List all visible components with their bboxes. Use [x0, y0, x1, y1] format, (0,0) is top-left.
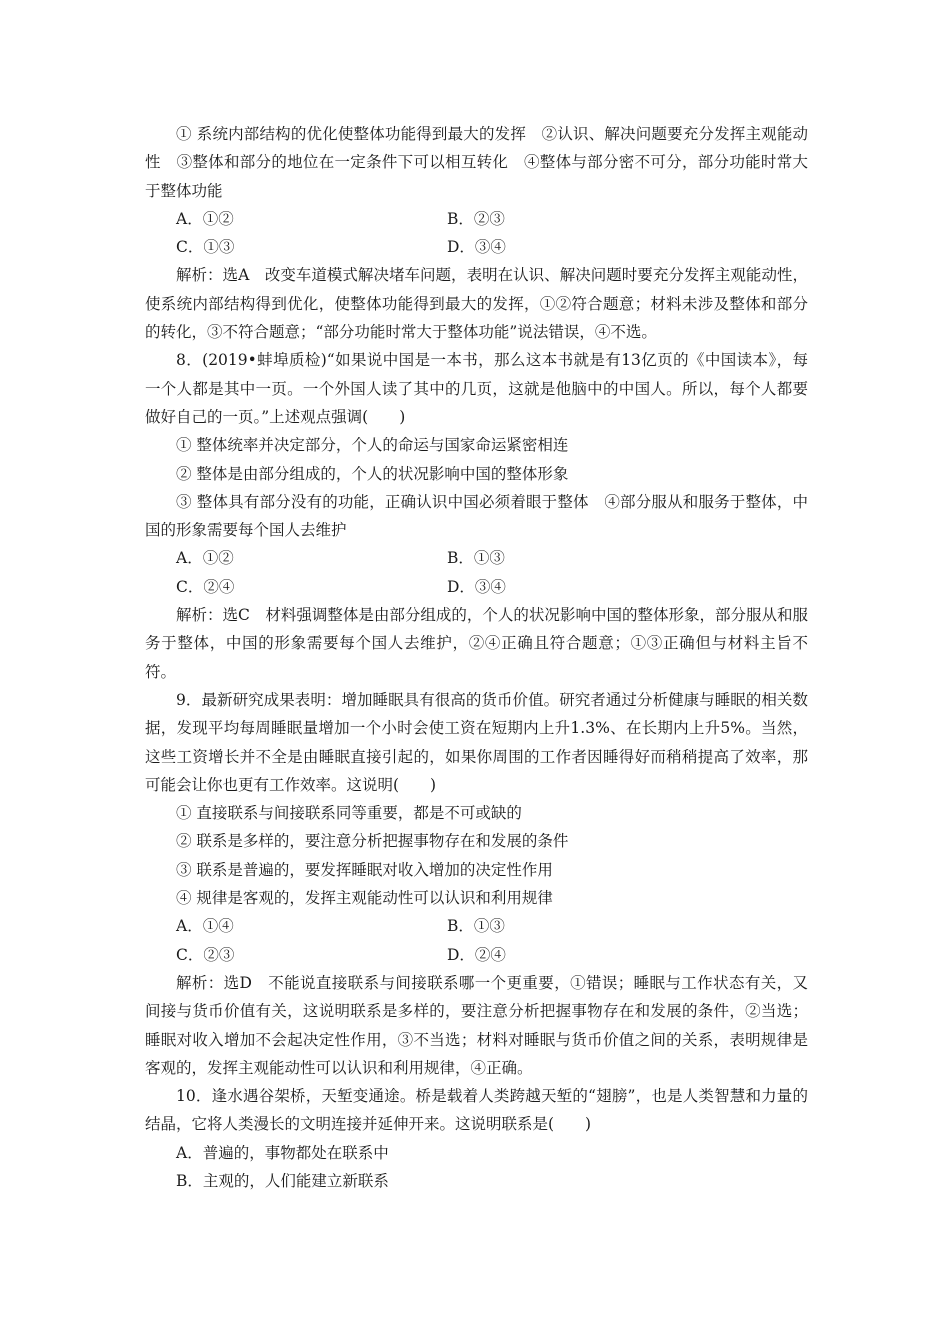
- document-body: [145, 120, 808, 1195]
- q9-statement-2: ② 联系是多样的，要注意分析把握事物存在和发展的条件: [176, 832, 569, 851]
- q9-option-b: B．①③: [447, 917, 505, 936]
- q9-analysis: 解析：选D 不能说直接联系与间接联系哪一个更重要，①错误；睡眠与工作状态有关，又间接与货币价值有关，这说明联系是多样的，要注意分析把握事物存在和发展的条件，②当选；睡眠对收入增加不会起决定性作用，③不当选；材料对睡眠与货币价值之间的关系，表明规律是客观的，发挥主观能动性可以认识和利用规律，④正确。: [145, 973, 808, 1077]
- q8-statement-3-4: ③ 整体具有部分没有的功能，正确认识中国必须着眼于整体 ④部分服从和服务于整体，中国的形象需要每个国人去维护: [145, 492, 808, 540]
- q7-option-b: B．②③: [447, 209, 505, 228]
- q7-analysis: 解析：选A 改变车道模式解决堵车问题，表明在认识、解决问题时要充分发挥主观能动性，使系统内部结构得到优化，使整体功能得到最大的发挥，①②符合题意；材料未涉及整体和部分的转化，③不符合题意；“部分功能时常大于整体功能”说法错误，④不选。: [145, 266, 808, 342]
- q8-statement-1: ① 整体统率并决定部分，个人的命运与国家命运紧密相连: [176, 436, 569, 455]
- q9-statement-1: ① 直接联系与间接联系同等重要，都是不可或缺的: [176, 804, 522, 823]
- q7-option-a: A．①②: [176, 209, 234, 228]
- q8-options-row1: [145, 544, 808, 572]
- q7-option-d: D．③④: [447, 238, 506, 257]
- q7-statements: ① 系统内部结构的优化使整体功能得到最大的发挥 ②认识、解决问题要充分发挥主观能动性 ③整体和部分的地位在一定条件下可以相互转化 ④整体与部分密不可分，部分功能时常大于整体功能: [145, 125, 808, 200]
- q8-option-b: B．①③: [447, 549, 505, 568]
- q8-option-d: D．③④: [447, 577, 506, 596]
- q10-stem: 10．逢水遇谷架桥，天堑变通途。桥是载着人类跨越天堑的“翅膀”，也是人类智慧和力量的结晶，它将人类漫长的文明连接并延伸开来。这说明联系是( ): [145, 1087, 808, 1134]
- q10-option-a: A．普遍的，事物都处在联系中: [176, 1143, 389, 1162]
- q7-options-row2: [145, 233, 808, 261]
- q9-option-a: A．①④: [176, 917, 234, 936]
- q9-statement-4: ④ 规律是客观的，发挥主观能动性可以认识和利用规律: [176, 889, 553, 908]
- q9-options-row2: [145, 941, 808, 969]
- q10-option-b: B．主观的，人们能建立新联系: [176, 1171, 389, 1190]
- q9-option-c: C．②③: [176, 945, 235, 964]
- q8-statement-2: ② 整体是由部分组成的，个人的状况影响中国的整体形象: [176, 464, 569, 483]
- q8-stem: 8．(2019•蚌埠质检)“如果说中国是一本书，那么这本书就是有13亿页的《中国读本》，每一个人都是其中一页。一个外国人读了其中的几页，这就是他脑中的中国人。所以，每个人都要做好自己的一页。”上述观点强调( ): [145, 351, 808, 426]
- q9-statement-3: ③ 联系是普遍的，要发挥睡眠对收入增加的决定性作用: [176, 860, 553, 879]
- q9-options-row1: [145, 912, 808, 940]
- q8-option-c: C．②④: [176, 577, 235, 596]
- q8-option-a: A．①②: [176, 549, 234, 568]
- q9-stem: 9．最新研究成果表明：增加睡眠具有很高的货币价值。研究者通过分析健康与睡眠的相关数据，发现平均每周睡眠量增加一个小时会使工资在短期内上升1.3%、在长期内上升5%。当然，这些工资增长并不全是由睡眠直接引起的，如果你周围的工作者因睡得好而稍稍提高了效率，那可能会让你也更有工作效率。这说明( ): [145, 690, 808, 794]
- q7-options-row1: [145, 205, 808, 233]
- q7-option-c: C．①③: [176, 238, 235, 257]
- q9-option-d: D．②④: [447, 945, 506, 964]
- q8-analysis: 解析：选C 材料强调整体是由部分组成的，个人的状况影响中国的整体形象，部分服从和服务于整体，中国的形象需要每个国人去维护，②④正确且符合题意；①③正确但与材料主旨不符。: [145, 606, 808, 681]
- q8-options-row2: [145, 573, 808, 601]
